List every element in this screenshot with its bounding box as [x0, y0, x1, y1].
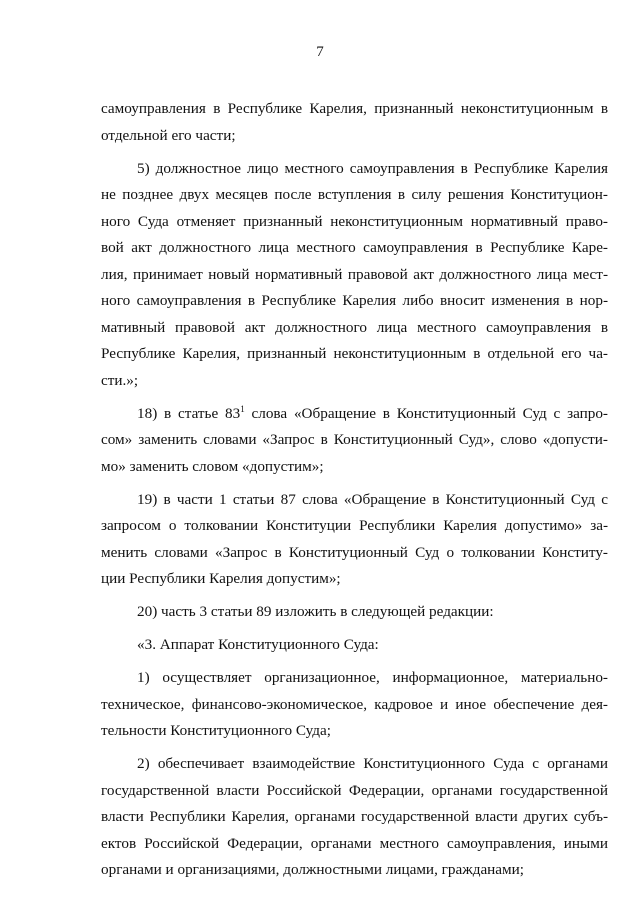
paragraph — [101, 487, 608, 593]
paragraph — [101, 751, 608, 884]
text-line: техническое, финансово-экономическое, кадровое и иное обеспечение дея- — [101, 695, 608, 713]
text-line: 19) в части 1 статьи 87 слова «Обращение в Конституционный Суд с — [137, 490, 608, 508]
text-line: государственной власти Российской Федерации, органами государственной — [101, 781, 608, 799]
text-line: органами и организациями, должностными лицами, гражданами; — [101, 861, 525, 878]
text-line: ции Республики Карелия допустим»; — [101, 570, 341, 587]
document-body — [101, 96, 608, 890]
text-line: ного самоуправления в Республике Карелия либо вносит изменения в нор- — [101, 292, 608, 309]
paragraph — [101, 665, 608, 745]
paragraph — [101, 96, 608, 149]
paragraph — [101, 156, 608, 395]
text-line: 20) часть 3 статьи 89 изложить в следующей редакции: — [137, 603, 494, 620]
text-line: менить словами «Запрос в Конституционный Суд о толковании Конститу- — [101, 543, 608, 561]
text-line: власти Республики Карелия, органами государственной власти других субъ- — [101, 808, 608, 825]
paragraph — [101, 632, 608, 659]
text-line: мо» заменить словом «допустим»; — [101, 457, 324, 475]
text-line: 2) обеспечивает взаимодействие Конституционного Суда с органами — [137, 755, 608, 772]
text-line: «3. Аппарат Конституционного Суда: — [137, 636, 379, 653]
text-line: запросом о толковании Конституции Республики Карелия допустимо» за- — [101, 517, 608, 534]
paragraph — [101, 401, 608, 481]
text-line: мативный правовой акт должностного лица местного самоуправления в — [101, 318, 608, 336]
text-line: Республике Карелия, признанный неконституционным в отдельной его ча- — [101, 345, 608, 362]
text-line: 5) должностное лицо местного самоуправления в Республике Карелия — [137, 159, 608, 177]
text-line: сом» заменить словами «Запрос в Конституционный Суд», слово «допусти- — [101, 431, 608, 448]
superscript: 1 — [240, 403, 245, 414]
text-line: сти.»; — [101, 371, 139, 389]
text-line: ектов Российской Федерации, органами местного самоуправления, иными — [101, 834, 608, 852]
text-line: 18) в статье $83^1$ слова «Обращение в Конституционный Суд с запро- — [137, 403, 608, 422]
text-line: самоуправления в Республике Карелия, признанный неконституционным в — [101, 100, 608, 117]
text-line: 1) осуществляет организационное, информационное, материально- — [137, 669, 608, 686]
text-line: отдельной его части; — [101, 126, 236, 144]
text-line: не позднее двух месяцев после вступления в силу решения Конституцион- — [101, 186, 608, 203]
page-number: 7 — [316, 44, 324, 60]
text-line: вой акт должностного лица местного самоуправления в Республике Каре- — [101, 239, 608, 256]
text-line: тельности Конституционного Суда; — [101, 722, 331, 739]
paragraph — [101, 599, 608, 626]
text-line: ного Суда отменяет признанный неконституционным нормативный право- — [101, 212, 608, 230]
text-line: лия, принимает новый нормативный правовой акт должностного лица мест- — [101, 265, 608, 283]
